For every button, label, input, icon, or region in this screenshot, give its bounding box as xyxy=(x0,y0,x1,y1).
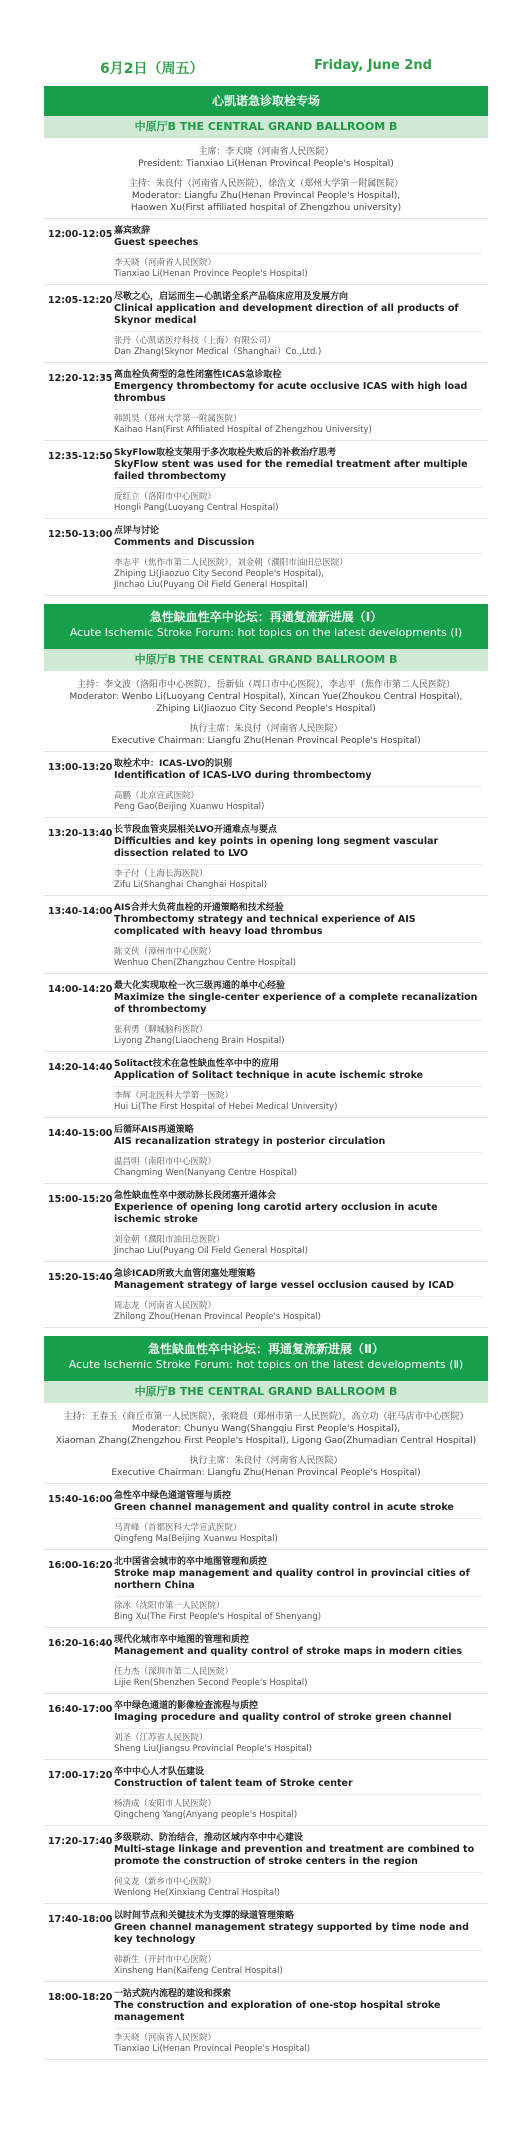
schedule-row xyxy=(44,441,488,519)
talk-content xyxy=(114,519,488,595)
speaker-cn: 任力杰（深圳市第二人民医院） xyxy=(114,1667,234,1677)
session-3-title-en: Acute Ischemic Stroke Forum: hot topics on the latest developments (Ⅱ) xyxy=(68,1358,464,1371)
speaker xyxy=(114,942,482,969)
time-slot: 14:40-15:00 xyxy=(48,1128,113,1139)
schedule-row xyxy=(44,818,488,896)
talk-content xyxy=(114,1628,488,1693)
talk-title-en: Management and quality control of stroke maps in modern cities xyxy=(114,1646,463,1657)
speaker-en-2: Jinchao Liu(Puyang Oil Field General Hospital) xyxy=(114,580,308,590)
chair-en: President: Tianxiao Li(Henan Provincal People's Hospital) xyxy=(138,159,394,169)
schedule-row xyxy=(44,1262,488,1328)
speaker-cn: 周志龙（河南省人民医院） xyxy=(114,1301,217,1311)
schedule-row xyxy=(44,1694,488,1760)
session-1-schedule xyxy=(44,219,488,596)
time-slot: 17:40-18:00 xyxy=(48,1914,113,1925)
talk-content xyxy=(114,1184,488,1261)
talk-title-en: Management strategy of large vessel occlusion caused by ICAD xyxy=(114,1280,455,1291)
speaker-cn: 徐冰（沈阳市第一人民医院） xyxy=(114,1601,225,1611)
talk-title-cn: 点评与讨论 xyxy=(114,526,160,536)
talk-content xyxy=(114,363,488,440)
time-slot: 16:00-16:20 xyxy=(48,1560,113,1571)
schedule-row xyxy=(44,363,488,441)
talk-title-cn: 高血栓负荷型的急性闭塞性ICAS急诊取栓 xyxy=(114,370,282,380)
schedule-row xyxy=(44,1982,488,2060)
talk-content xyxy=(114,1052,488,1117)
exec-chair-cn: 执行主席：朱良付（河南省人民医院） xyxy=(189,1456,343,1466)
talk-title-cn: 嘉宾致辞 xyxy=(114,226,151,236)
speaker xyxy=(114,553,482,591)
talk-title-cn: 多级联动、防治结合，推动区域内卒中中心建设 xyxy=(114,1833,304,1843)
talk-title-en: Maximize the single-center experience of a complete recanalization of thrombectomy xyxy=(114,992,478,1015)
schedule-row xyxy=(44,1484,488,1550)
time-slot: 12:50-13:00 xyxy=(48,529,113,540)
speaker-en: Zhiping Li(Jiaozuo City Second People's Hospital), xyxy=(114,569,325,579)
schedule-row xyxy=(44,1550,488,1628)
moderator-en-2: Xiaoman Zhang(Zhengzhou First People's Hospital), Ligong Gao(Zhumadian Central Hospital) xyxy=(55,1436,477,1446)
time-slot: 15:20-15:40 xyxy=(48,1272,113,1283)
talk-title-en: Experience of opening long carotid artery occlusion in acute ischemic stroke xyxy=(114,1202,438,1225)
talk-title-en: Stroke map management and quality control in provincial cities of northern China xyxy=(114,1568,470,1591)
session-2-info xyxy=(44,671,488,752)
session-2-title xyxy=(44,604,488,649)
speaker-cn: 韩凯昊（郑州大学第一附属医院） xyxy=(114,414,242,424)
moderator-en: Moderator: Liangfu Zhu(Henan Provincal People's Hospital), xyxy=(131,191,401,201)
schedule-row xyxy=(44,1628,488,1694)
speaker xyxy=(114,1152,482,1179)
speaker xyxy=(114,1950,482,1977)
talk-title-cn: 一站式院内流程的建设和探索 xyxy=(114,1989,232,1999)
schedule-row xyxy=(44,1052,488,1118)
talk-title-cn: 北中国省会城市的卒中地图管理和质控 xyxy=(114,1557,268,1567)
session-2-schedule xyxy=(44,752,488,1328)
moderator-en: Moderator: Wenbo Li(Luoyang Central Hospital), Xincan Yue(Zhoukou Central Hospital), xyxy=(69,692,463,702)
time-slot: 12:20-12:35 xyxy=(48,373,113,384)
speaker-cn: 何文龙（新乡市中心医院） xyxy=(114,1877,217,1887)
talk-title-cn: 长节段血管夹层相关LVO开通难点与要点 xyxy=(114,825,277,835)
exec-chair-en: Executive Chairman: Liangfu Zhu(Henan Provincal People's Hospital) xyxy=(111,1468,421,1478)
talk-content xyxy=(114,1262,488,1327)
schedule-row xyxy=(44,896,488,974)
talk-content xyxy=(114,1826,488,1903)
talk-content xyxy=(114,441,488,518)
talk-title-en: Thrombectomy strategy and technical experience of AIS complicated with heavy load thrombus xyxy=(114,914,416,937)
date-header xyxy=(44,0,488,77)
speaker-en: Tianxiao Li(Henan Province People's Hospital) xyxy=(114,269,308,279)
schedule-row xyxy=(44,285,488,363)
talk-content xyxy=(114,1694,488,1759)
speaker-cn: 李子付（上海长海医院） xyxy=(114,869,208,879)
speaker xyxy=(114,253,482,280)
talk-title-cn: 急性缺血性卒中颈动脉长段闭塞开通体会 xyxy=(114,1191,277,1201)
speaker-en: Hui Li(The First Hospital of Hebei Medical University) xyxy=(114,1102,338,1112)
talk-title-en: SkyFlow stent was used for the remedial treatment after multiple failed thrombectomy xyxy=(114,459,468,482)
moderator-cn: 主持：朱良付（河南省人民医院），徐浩文（郑州大学第一附属医院） xyxy=(128,179,404,189)
time-slot: 12:05-12:20 xyxy=(48,295,113,306)
speaker-en: Xinsheng Han(Kaifeng Central Hospital) xyxy=(114,1966,283,1976)
speaker-en: Qingcheng Yang(Anyang people's Hospital) xyxy=(114,1810,298,1820)
session-2-title-cn: 急性缺血性卒中论坛：再通复流新进展（I） xyxy=(149,610,383,624)
talk-content xyxy=(114,818,488,895)
speaker xyxy=(114,331,482,358)
time-slot: 17:20-17:40 xyxy=(48,1836,113,1847)
exec-chair-cn: 执行主席：朱良付（河南省人民医院） xyxy=(189,724,343,734)
schedule-row xyxy=(44,752,488,818)
talk-title-cn: 最大化实现取栓一次三级再通的单中心经验 xyxy=(114,981,286,991)
speaker xyxy=(114,786,482,813)
schedule-row xyxy=(44,1118,488,1184)
talk-content xyxy=(114,219,488,284)
talk-content xyxy=(114,1484,488,1549)
talk-title-cn: 取栓术中：ICAS-LVO的识别 xyxy=(114,759,233,769)
date-cn: 6月2日（周五） xyxy=(100,61,204,77)
talk-content xyxy=(114,1550,488,1627)
talk-content xyxy=(114,1904,488,1981)
session-3 xyxy=(44,1336,488,2060)
moderator-en-2: Haowen Xu(First affiliated hospital of Zhengzhou university) xyxy=(130,203,402,213)
session-2-title-en: Acute Ischemic Stroke Forum: hot topics on the latest developments (I) xyxy=(69,626,463,639)
session-3-hall: 中原厅B THE CENTRAL GRAND BALLROOM B xyxy=(44,1381,488,1403)
schedule-row xyxy=(44,519,488,596)
time-slot: 14:00-14:20 xyxy=(48,984,113,995)
date-en: Friday, June 2nd xyxy=(314,58,432,73)
talk-title-cn: 尽敬之心，启运而生—心凯诺全系产品临床应用及发展方向 xyxy=(114,292,349,302)
speaker xyxy=(114,1728,482,1755)
speaker-en: Kaihao Han(First Affiliated Hospital of Zhengzhou University) xyxy=(114,425,372,435)
talk-title-en: Emergency thrombectomy for acute occlusive ICAS with high load thrombus xyxy=(114,381,468,404)
speaker xyxy=(114,1518,482,1545)
session-3-schedule xyxy=(44,1484,488,2060)
session-1 xyxy=(44,86,488,596)
talk-title-cn: 卒中中心人才队伍建设 xyxy=(114,1767,205,1777)
speaker-cn: 李天晓（河南省人民医院） xyxy=(114,2033,217,2043)
talk-content xyxy=(114,896,488,973)
speaker xyxy=(114,1296,482,1323)
speaker xyxy=(114,1662,482,1689)
schedule-row xyxy=(44,974,488,1052)
speaker xyxy=(114,1086,482,1113)
talk-content xyxy=(114,974,488,1051)
talk-title-en: Green channel management and quality control in acute stroke xyxy=(114,1502,454,1513)
talk-title-en: Difficulties and key points in opening long segment vascular dissection related to LVO xyxy=(114,836,439,859)
schedule-row xyxy=(44,1184,488,1262)
talk-title-en: AIS recanalization strategy in posterior circulation xyxy=(114,1136,386,1147)
speaker xyxy=(114,1596,482,1623)
speaker-en: Sheng Liu(Jiangsu Provincial People's Hospital) xyxy=(114,1744,312,1754)
speaker-cn: 李辉（河北医科大学第一医院） xyxy=(114,1091,234,1101)
speaker-cn: 张利勇（聊城脑科医院） xyxy=(114,1025,208,1035)
speaker-en: Lijie Ren(Shenzhen Second People's Hospital) xyxy=(114,1678,308,1688)
speaker-en: Bing Xu(The First People's Hospital of Shenyang) xyxy=(114,1612,322,1622)
moderator-cn: 主持：李文波（洛阳市中心医院），岳新仙（周口市中心医院），李志平（焦作市第二人民医院） xyxy=(76,680,455,690)
session-1-hall: 中原厅B THE CENTRAL GRAND BALLROOM B xyxy=(44,116,488,138)
chair-cn: 主席：李天晓（河南省人民医院） xyxy=(198,147,334,157)
speaker-cn: 杨清成（安阳市人民医院） xyxy=(114,1799,217,1809)
speaker-en: Qingfeng Ma(Beijing Xuanwu Hospital) xyxy=(114,1534,278,1544)
schedule-row xyxy=(44,1904,488,1982)
session-3-info xyxy=(44,1403,488,1484)
speaker-cn: 马青峰（首都医科大学宣武医院） xyxy=(114,1523,242,1533)
time-slot: 13:20-13:40 xyxy=(48,828,113,839)
speaker-cn: 高鹏（北京宣武医院） xyxy=(114,791,200,801)
speaker-en: Dan Zhang(Skynor Medical（Shanghai）Co.,Ltd.) xyxy=(114,347,322,357)
speaker xyxy=(114,1020,482,1047)
talk-title-en: Identification of ICAS-LVO during thrombectomy xyxy=(114,770,372,781)
speaker-en: Wenhuo Chen(Zhangzhou Centre Hospital) xyxy=(114,958,296,968)
talk-title-cn: SkyFlow取栓支架用于多次取栓失败后的补救治疗思考 xyxy=(114,448,337,458)
talk-title-en: Clinical application and development direction of all products of Skynor medical xyxy=(114,303,459,326)
speaker-en: Peng Gao(Beijing Xuanwu Hospital) xyxy=(114,802,265,812)
speaker xyxy=(114,409,482,436)
time-slot: 17:00-17:20 xyxy=(48,1770,113,1781)
speaker-en: Zifu Li(Shanghai Changhai Hospital) xyxy=(114,880,268,890)
time-slot: 13:00-13:20 xyxy=(48,762,113,773)
session-3-title xyxy=(44,1336,488,1381)
talk-content xyxy=(114,752,488,817)
moderator-cn: 主持：王春玉（商丘市第一人民医院），张晓晨（郑州市第一人民医院），高立功（驻马店市中心医院） xyxy=(63,1412,469,1422)
session-1-title: 心凯诺急诊取栓专场 xyxy=(44,86,488,116)
talk-title-cn: AIS合并大负荷血栓的开通策略和技术经验 xyxy=(114,903,284,913)
talk-title-en: Green channel management strategy supported by time node and key technology xyxy=(114,1922,469,1945)
speaker-cn: 陈文伙（漳州市中心医院） xyxy=(114,947,217,957)
exec-chair-en: Executive Chairman: Liangfu Zhu(Henan Provincal People's Hospital) xyxy=(111,736,421,746)
speaker-en: Tianxiao Li(Henan Provincal People's Hospital) xyxy=(114,2044,311,2054)
talk-content xyxy=(114,285,488,362)
speaker-en: Wenlong He(Xinxiang Central Hospital) xyxy=(114,1888,280,1898)
speaker-cn: 温昌明（南阳市中心医院） xyxy=(114,1157,217,1167)
schedule-row xyxy=(44,219,488,285)
time-slot: 16:40-17:00 xyxy=(48,1704,113,1715)
speaker-cn: 李志平（焦作市第二人民医院），刘金朝（濮阳市油田总医院） xyxy=(114,558,348,568)
speaker xyxy=(114,2028,482,2055)
time-slot: 12:35-12:50 xyxy=(48,451,113,462)
talk-title-cn: 以时间节点和关键技术为支撑的绿道管理策略 xyxy=(114,1911,295,1921)
speaker-cn: 刘圣（江苏省人民医院） xyxy=(114,1733,208,1743)
time-slot: 16:20-16:40 xyxy=(48,1638,113,1649)
time-slot: 15:40-16:00 xyxy=(48,1494,113,1505)
moderator-en-2: Zhiping Li(Jiaozuo City Second People's Hospital) xyxy=(156,704,376,714)
time-slot: 12:00-12:05 xyxy=(48,229,113,240)
talk-title-en: The construction and exploration of one-stop hospital stroke management xyxy=(114,2000,441,2023)
talk-title-en: Imaging procedure and quality control of stroke green channel xyxy=(114,1712,452,1723)
speaker-cn: 刘金朝（濮阳市油田总医院） xyxy=(114,1235,225,1245)
speaker xyxy=(114,487,482,514)
session-2-hall: 中原厅B THE CENTRAL GRAND BALLROOM B xyxy=(44,649,488,671)
speaker-en: Hongli Pang(Luoyang Central Hospital) xyxy=(114,503,279,513)
talk-title-cn: 后循环AIS再通策略 xyxy=(114,1125,194,1135)
speaker-cn: 张丹（心凯诺医疗科技（上海）有限公司） xyxy=(114,336,276,346)
session-2 xyxy=(44,604,488,1328)
speaker xyxy=(114,1230,482,1257)
talk-title-en: Guest speeches xyxy=(114,237,199,248)
talk-title-cn: 现代化城市卒中地图的管理和质控 xyxy=(114,1635,250,1645)
talk-title-en: Comments and Discussion xyxy=(114,537,255,548)
talk-title-cn: 急诊ICAD所致大血管闭塞处理策略 xyxy=(114,1269,256,1279)
speaker-cn: 李天晓（河南省人民医院） xyxy=(114,258,217,268)
talk-title-cn: 急性卒中绿色通道管理与质控 xyxy=(114,1491,232,1501)
talk-content xyxy=(114,1760,488,1825)
schedule-row xyxy=(44,1760,488,1826)
speaker-cn: 庞红立（洛阳市中心医院） xyxy=(114,492,217,502)
talk-title-en: Multi-stage linkage and prevention and treatment are combined to promote the construction of stroke centers in the region xyxy=(114,1844,475,1867)
speaker xyxy=(114,1872,482,1899)
talk-title-en: Construction of talent team of Stroke center xyxy=(114,1778,353,1789)
time-slot: 18:00-18:20 xyxy=(48,1992,113,2003)
speaker-en: Zhilong Zhou(Henan Provincal People's Hospital) xyxy=(114,1312,321,1322)
talk-content xyxy=(114,1982,488,2059)
speaker xyxy=(114,1794,482,1821)
talk-content xyxy=(114,1118,488,1183)
talk-title-cn: 卒中绿色通道的影像检查流程与质控 xyxy=(114,1701,259,1711)
speaker xyxy=(114,864,482,891)
speaker-en: Liyong Zhang(Liaocheng Brain Hospital) xyxy=(114,1036,285,1046)
time-slot: 14:20-14:40 xyxy=(48,1062,113,1073)
speaker-en: Jinchao Liu(Puyang Oil Field General Hospital) xyxy=(114,1246,308,1256)
time-slot: 15:00-15:20 xyxy=(48,1194,113,1205)
session-1-info xyxy=(44,138,488,219)
session-3-title-cn: 急性缺血性卒中论坛：再通复流新进展（Ⅱ） xyxy=(148,1342,384,1356)
talk-title-cn: Solitact技术在急性缺血性卒中中的应用 xyxy=(114,1059,279,1069)
talk-title-en: Application of Solitact technique in acute ischemic stroke xyxy=(114,1070,424,1081)
schedule-row xyxy=(44,1826,488,1904)
speaker-cn: 韩新生（开封市中心医院） xyxy=(114,1955,217,1965)
moderator-en: Moderator: Chunyu Wang(Shangqiu First People's Hospital), xyxy=(131,1424,401,1434)
time-slot: 13:40-14:00 xyxy=(48,906,113,917)
speaker-en: Changming Wen(Nanyang Centre Hospital) xyxy=(114,1168,298,1178)
